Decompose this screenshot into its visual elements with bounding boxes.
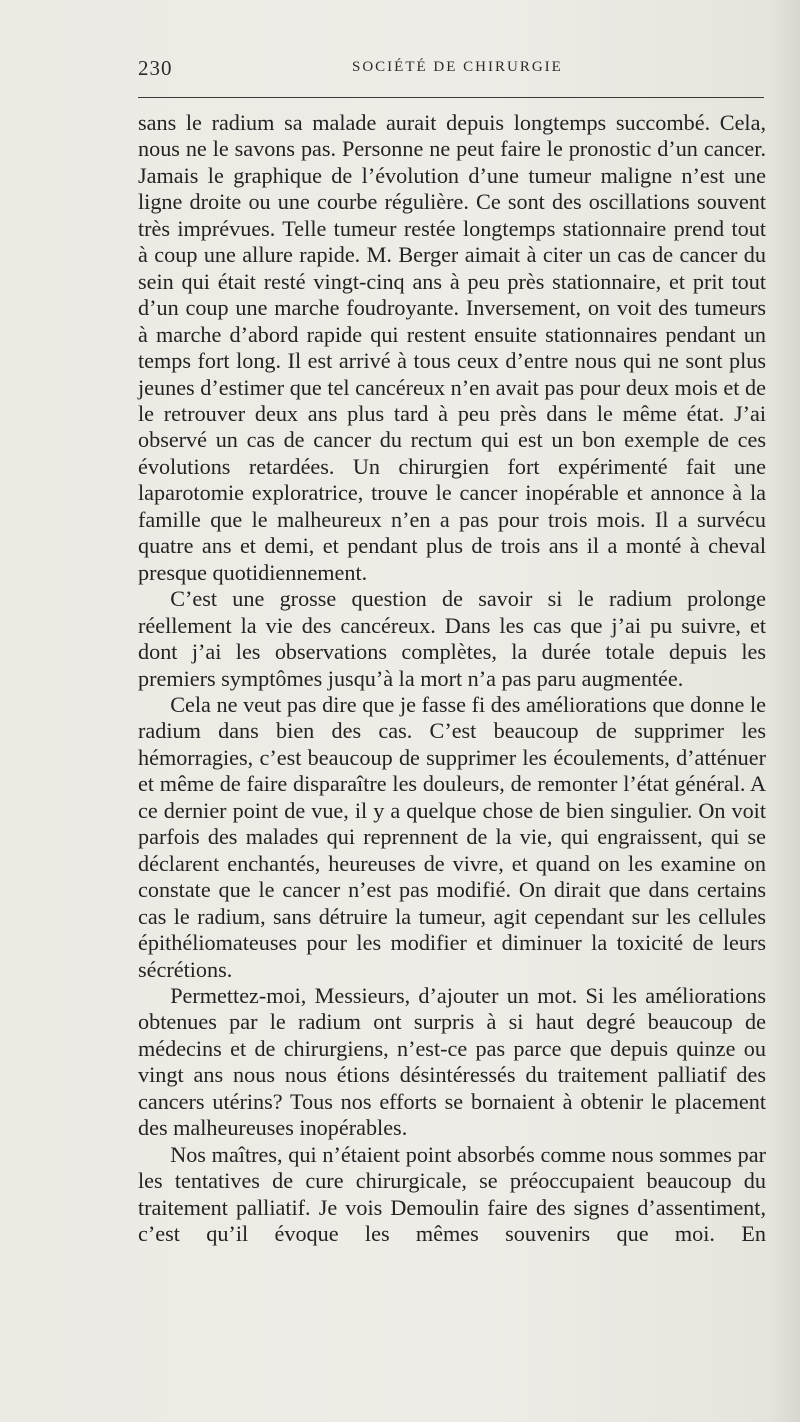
header-rule [138, 97, 764, 98]
page-header [138, 56, 766, 82]
paragraph-4: Permettez-moi, Messieurs, d’ajouter un mot. Si les améliorations obtenues par le radium ont surpris à si haut degré beaucoup de médecins et de chirurgiens, n’est-ce pas parce que depuis quinze ou vingt ans nous nous étions désintéressés du traitement palliatif des cancers utérins? Tous nos efforts se bornaient à obtenir le placement des malheureuses inopérables. [138, 982, 766, 1141]
page-number: 230 [138, 56, 173, 80]
running-title: SOCIÉTÉ DE CHIRURGIE [352, 59, 563, 75]
paragraph-1: sans le radium sa malade aurait depuis longtemps succombé. Cela, nous ne le savons pas. Personne ne peut faire le pronostic d’un cancer. Jamais le graphique de l’évolution d’une tumeur maligne n’est une ligne droite ou une courbe régulière. Ce sont des oscillations souvent très imprévues. Telle tumeur restée longtemps stationnaire prend tout à coup une allure rapide. M. Berger aimait à citer un cas de cancer du sein qui était resté vingt-cinq ans à peu près stationnaire, et prit tout d’un coup une marche foudroyante. Inversement, on voit des tumeurs à marche d’abord rapide qui restent ensuite stationnaires pendant un temps fort long. Il est arrivé à tous ceux d’entre nous qui ne sont plus jeunes d’estimer que tel cancéreux n’en avait pas pour deux mois et de le retrouver deux ans plus tard à peu près dans le même état. J’ai observé un cas de cancer du rectum qui est un bon exemple de ces évolutions retardées. Un chirurgien fort expérimenté fait une laparotomie exploratrice, trouve le cancer inopérable et annonce à la famille que le malheureux n’en a pas pour trois mois. Il a survécu quatre ans et demi, et pendant plus de trois ans il a monté à cheval presque quotidiennement. [138, 110, 766, 585]
body-text [138, 110, 766, 1247]
paragraph-5: Nos maîtres, qui n’étaient point absorbés comme nous sommes par les tentatives de cure chirurgicale, se préoccupaient beaucoup du traitement palliatif. Je vois Demoulin faire des signes d’assentiment, c’est qu’il évoque les mêmes souvenirs que moi. En [138, 1141, 766, 1247]
paragraph-2: C’est une grosse question de savoir si le radium prolonge réellement la vie des cancéreux. Dans les cas que j’ai pu suivre, et dont j’ai les observations complètes, la durée totale depuis les premiers symptômes jusqu’à la mort n’a pas paru augmentée. [138, 586, 766, 691]
paragraph-3: Cela ne veut pas dire que je fasse fi des améliorations que donne le radium dans bien des cas. C’est beaucoup de supprimer les hémorragies, c’est beaucoup de supprimer les écoulements, d’atténuer et même de faire disparaître les douleurs, de remonter l’état général. A ce dernier point de vue, il y a quelque chose de bien singulier. On voit parfois des malades qui reprennent de la vie, qui engraissent, qui se déclarent enchantés, heureuses de vivre, et quand on les examine on constate que le cancer n’est pas modifié. On dirait que dans certains cas le radium, sans détruire la tumeur, agit cependant sur les cellules épithéliomateuses pour les modifier et diminuer la toxicité de leurs sécrétions. [138, 691, 766, 982]
